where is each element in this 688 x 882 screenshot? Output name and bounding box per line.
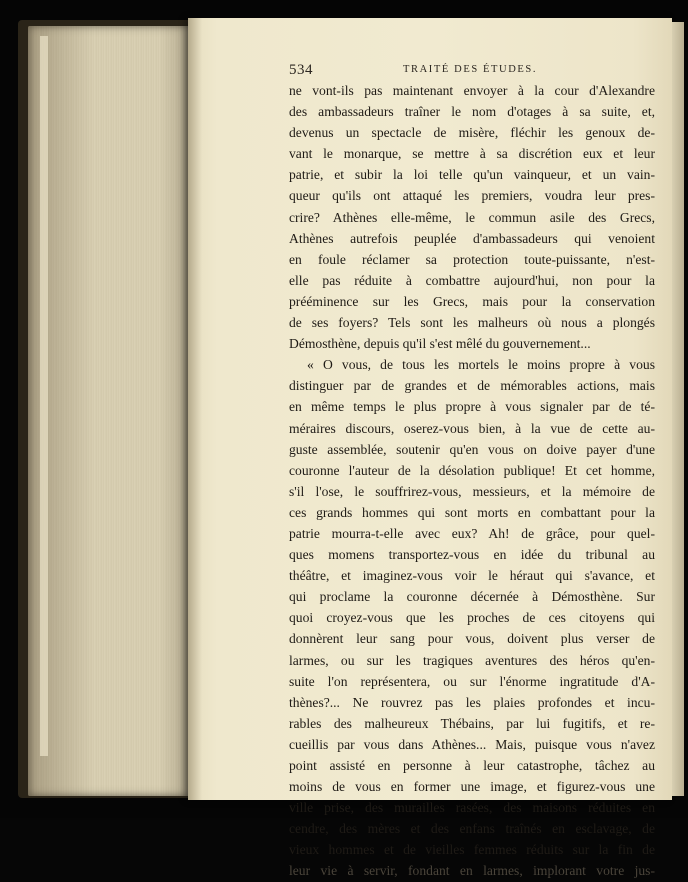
text-line: des ambassadeurs traîner le nom d'otages à sa suite, et, [289, 104, 655, 120]
text-line: patrie mourra-t-elle avec eux? Ah! de grâce, pour quel- [289, 525, 655, 541]
text-line: ville prise, des murailles rasées, des maisons réduites en [289, 800, 655, 816]
text-line: vant le monarque, se mettre à sa discrétion eux et leur [289, 146, 655, 162]
text-line: guste assemblée, soutenir qu'en vous on doive payer d'une [289, 441, 655, 457]
text-line: thènes?... Ne rouvrez pas les plaies profondes et incu- [289, 694, 655, 710]
text-line: théâtre, et imaginez-vous voir le héraut qui s'avance, et [289, 568, 655, 584]
text-line: cueillis par vous dans Athènes... Mais, puisque vous n'avez [289, 736, 655, 752]
text-line: ques momens transportez-vous en idée du tribunal au [289, 547, 655, 563]
text-line: ces grands hommes qui sont morts en combattant pour la [289, 504, 655, 520]
text-line: quoi croyez-vous que les proches de ces citoyens qui [289, 610, 655, 626]
text-line: queur qu'ils ont attaqué les premiers, voudra leur pres- [289, 188, 655, 204]
text-line: rables des malheureux Thébains, par lui fugitifs, et re- [289, 715, 655, 731]
text-line: cendre, des mères et des enfans traînés en esclavage, de [289, 821, 655, 837]
next-page-edge [672, 22, 684, 796]
text-line: en foule réclamer sa protection toute-puissante, n'est- [289, 251, 655, 267]
text-line: crire? Athènes elle-même, le commun asile des Grecs, [289, 209, 655, 225]
text-line: s'il l'ose, le souffrirez-vous, messieurs, et la mémoire de [289, 483, 655, 499]
text-line: devenus un spectacle de misère, fléchir les genoux de- [289, 125, 655, 141]
text-line: Athènes autrefois peuplée d'ambassadeurs qui venoient [289, 230, 655, 246]
text-line: méraires discours, oserez-vous bien, à la vue de cette au- [289, 420, 655, 436]
running-title: TRAITÉ DES ÉTUDES. [403, 64, 538, 75]
page-edge-highlight [40, 36, 48, 756]
body-text [289, 80, 655, 882]
text-line: elle pas réduite à combattre aujourd'hui, non pour la [289, 272, 655, 288]
text-line: de ses foyers? Tels sont les malheurs où nous a plongés [289, 315, 655, 331]
text-line: point assisté en personne à leur catastrophe, tâchez au [289, 758, 655, 773]
text-line: en même temps le plus propre à vous signaler par de té- [289, 399, 655, 415]
running-head [289, 62, 655, 78]
text-line: patrie, et subir la loi telle qu'un vainqueur, et un vain- [289, 167, 655, 183]
text-line: qui proclame la couronne décernée à Démosthène. Sur [289, 589, 655, 605]
text-line: distinguer par de grandes et de mémorables actions, mais [289, 378, 655, 394]
text-line: « O vous, de tous les mortels le moins propre à vous [307, 357, 655, 373]
text-line: ne vont-ils pas maintenant envoyer à la cour d'Alexandre [289, 83, 655, 98]
text-line: couronne l'auteur de la désolation publique! Et cet homme, [289, 462, 655, 478]
page-edges-shadow [28, 26, 192, 796]
text-line: moins de vous en former une image, et figurez-vous une [289, 779, 655, 795]
text-line: prééminence sur les Grecs, mais pour la conservation [289, 293, 655, 309]
text-line: larmes, ou sur les tragiques aventures des héros qu'en- [289, 652, 655, 668]
text-line: vieux hommes et de vieilles femmes réduits sur la fin de [289, 842, 655, 858]
page-gutter-shadow [188, 18, 202, 800]
text-line: suite l'on représentera, ou sur l'énorme ingratitude d'A- [289, 673, 655, 689]
text-line: leur vie à servir, fondant en larmes, implorant votre jus- [289, 863, 655, 879]
page-number: 534 [289, 62, 313, 78]
text-line: donnèrent leur sang pour vous, doivent plus verser de [289, 631, 655, 647]
text-line: Démosthène, depuis qu'il s'est mêlé du gouvernement... [289, 336, 591, 352]
